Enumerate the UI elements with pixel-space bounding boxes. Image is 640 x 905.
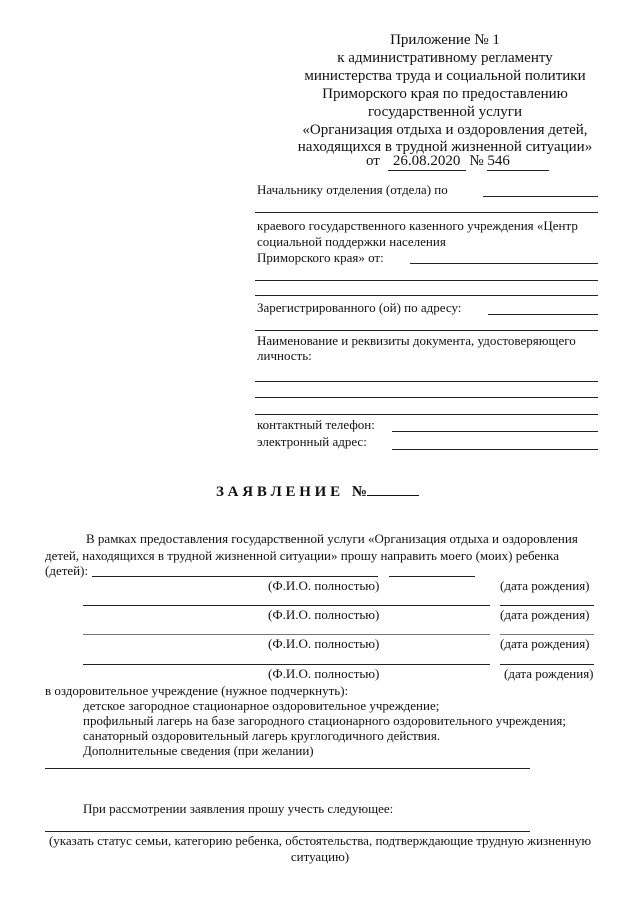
regulation-number: 546 (487, 153, 549, 171)
header-line: государственной услуги (368, 104, 522, 120)
child-dob-field[interactable] (500, 634, 594, 635)
statement-title-text: З А Я В Л Е Н И Е (216, 484, 341, 500)
number-prefix: № (469, 153, 484, 169)
dob-label: (дата рождения) (504, 666, 594, 681)
document-label-line2: личность: (257, 348, 312, 363)
statement-number-sign: № (351, 484, 367, 500)
addressee-line3: социальной поддержки населения (257, 234, 446, 249)
dob-label: (дата рождения) (500, 578, 590, 593)
extra-info-field[interactable] (45, 768, 530, 769)
date-prefix: от (366, 153, 380, 169)
regulation-date: 26.08.2020 (388, 153, 466, 171)
note-line2: ситуацию) (290, 849, 350, 864)
dob-label: (дата рождения) (500, 636, 590, 651)
consider-heading: При рассмотрении заявления прошу учесть следующее: (83, 801, 394, 816)
address-field-line2[interactable] (255, 330, 598, 331)
child-fio-field[interactable] (83, 664, 490, 665)
fio-label: (Ф.И.О. полностью) (268, 636, 380, 651)
applicant-name-field[interactable] (410, 263, 598, 264)
phone-field[interactable] (392, 431, 598, 432)
institution-heading: в оздоровительное учреждение (нужное подчеркнуть): (45, 683, 349, 698)
department-field-line2[interactable] (255, 212, 598, 213)
document-label-line1: Наименование и реквизиты документа, удостоверяющего (257, 333, 576, 348)
statement-title (216, 481, 419, 501)
child-dob-field[interactable] (389, 576, 475, 577)
email-field[interactable] (392, 449, 598, 450)
child-dob-field[interactable] (500, 605, 594, 606)
department-field[interactable] (483, 196, 598, 197)
child-dob-field[interactable] (500, 664, 594, 665)
address-field[interactable] (488, 314, 598, 315)
header-line: Приморского края по предоставлению (322, 86, 568, 102)
document-field-line2[interactable] (255, 397, 598, 398)
addressee-line4: Приморского края» от: (257, 250, 384, 265)
phone-label: контактный телефон: (257, 417, 375, 432)
institution-option[interactable]: профильный лагерь на базе загородного стационарного оздоровительного учреждения; (83, 713, 567, 728)
child-fio-field[interactable] (83, 634, 490, 635)
email-label: электронный адрес: (257, 434, 367, 449)
child-fio-field[interactable] (83, 605, 490, 606)
header-line: к административному регламенту (337, 50, 553, 66)
regulation-date-line (366, 153, 549, 171)
extra-info-label: Дополнительные сведения (при желании) (83, 743, 314, 758)
appendix-title: Приложение № 1 (390, 32, 500, 48)
applicant-name-field-line2[interactable] (255, 280, 598, 281)
institution-option[interactable]: санаторный оздоровительный лагерь круглогодичного действия. (83, 728, 441, 743)
paragraph-line3: (детей): (45, 563, 89, 578)
document-field-line3[interactable] (255, 414, 598, 415)
registered-address-label: Зарегистрированного (ой) по адресу: (257, 300, 462, 315)
applicant-name-field-line3[interactable] (255, 295, 598, 296)
header-line: находящихся в трудной жизненной ситуации» (297, 139, 593, 155)
header-line: министерства труда и социальной политики (304, 68, 586, 84)
statement-number-field[interactable] (367, 481, 419, 496)
dob-label: (дата рождения) (500, 607, 590, 622)
note-line1: (указать статус семьи, категорию ребенка, обстоятельства, подтверждающие трудную жизненную (48, 833, 592, 848)
addressee-line2: краевого государственного казенного учреждения «Центр (257, 218, 578, 233)
institution-option[interactable]: детское загородное стационарное оздоровительное учреждение; (83, 698, 440, 713)
fio-label: (Ф.И.О. полностью) (268, 666, 380, 681)
child-fio-field[interactable] (92, 576, 378, 577)
consider-field[interactable] (45, 831, 530, 832)
fio-label: (Ф.И.О. полностью) (268, 578, 380, 593)
addressee-line1: Начальнику отделения (отдела) по (257, 182, 448, 197)
header-line: «Организация отдыха и оздоровления детей, (302, 122, 588, 138)
paragraph-line2: детей, находящихся в трудной жизненной ситуации» прошу направить моего (моих) ребенка (45, 548, 560, 563)
document-field-line1[interactable] (255, 381, 598, 382)
fio-label: (Ф.И.О. полностью) (268, 607, 380, 622)
paragraph-line1: В рамках предоставления государственной услуги «Организация отдыха и оздоровления (86, 531, 578, 546)
